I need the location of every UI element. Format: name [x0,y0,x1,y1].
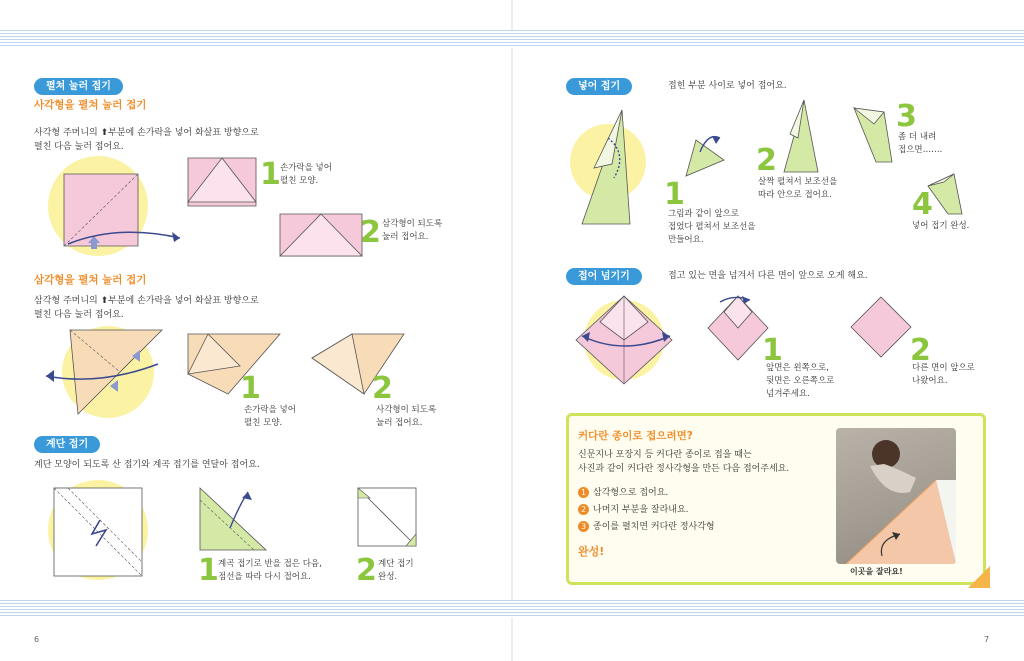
tip-list-text: 종이를 펼치면 커다란 정사각형 [593,522,715,532]
tip-text-line1: 신문지나 포장지 등 커다란 종이로 접을 때는 [578,450,752,460]
reverse-fold-step3-shape [854,106,894,164]
step-text: 펼친 모양. [280,176,319,186]
tip-complete-text: 완성! [578,545,605,558]
page-number-left: 6 [34,635,40,644]
square-squash-step1-shape [188,158,256,208]
page-spine [511,0,513,661]
tip-list-number: 3 [578,521,589,532]
step-text: 살짝 펼쳐서 보조선을 [758,177,838,187]
photo-pointer-arrow [870,528,910,558]
tip-list-text: 삼각형으로 접어요. [593,488,669,498]
tip-list-number: 1 [578,487,589,498]
section-pill-inside-reverse-fold: 넣어 접기 [566,78,632,95]
step-text: 완성. [378,572,398,582]
step-text: 그림과 같이 앞으로 [668,209,740,219]
step-text: 접으면……. [898,145,943,155]
tip-list-text: 나머지 부분을 잘라내요. [593,505,689,515]
step-text: 사각형이 되도록 [376,405,437,415]
step-text: 다른 면이 앞으로 [912,363,975,373]
step-text: 좀 더 내려 [898,132,937,142]
arrow-head [46,370,54,382]
step-fold-diagram [44,480,154,580]
step-text: 눌러 접어요. [376,418,423,428]
photo-caption: 이곳을 잘라요! [850,567,903,576]
step-text: 삼각형이 되도록 [382,219,443,229]
step-text: 만들어요. [668,235,704,245]
page-curl-corner [968,566,990,588]
reverse-fold-step4-shape [928,172,968,216]
step-fold-step2-shape [358,488,420,550]
desc-square-line1: 사각형 주머니의 ⬆부분에 손가락을 넣어 화살표 방향으로 [34,128,259,138]
inside-reverse-fold-diagram [568,108,648,226]
fold-over-step2-shape [850,296,912,358]
fold-over-diagram [572,292,676,388]
step-text: 계곡 접기로 반을 접은 다음, [218,559,322,569]
child-body [870,464,916,493]
desc-fold-over: 접고 있는 면을 넘겨서 다른 면이 앞으로 오게 해요. [668,271,868,281]
step-number: 2 [360,215,381,250]
step-text: 손가락을 넣어 [244,405,296,415]
step-fold-step1-shape [200,488,270,554]
step-text: 눌러 접어요. [382,232,429,242]
triangle-squash-step1-shape [188,334,280,394]
fold-over-step1-shape [706,294,770,362]
step-number: 3 [896,99,917,134]
step-number: 1 [198,553,219,588]
square-squash-diagram [48,158,188,258]
top-stripe-band [0,30,1024,48]
step-number: 2 [356,553,377,588]
step-number: 2 [756,143,777,178]
desc-triangle-line1: 삼각형 주머니의 ⬆부분에 손가락을 넣어 화살표 방향으로 [34,296,259,306]
step-text: 계단 접기 [378,559,414,569]
step-text: 넘겨주세요. [766,389,810,399]
section-pill-fold-over: 접어 넘기기 [566,268,642,285]
step-text: 나왔어요. [912,376,948,386]
tip-list-number: 2 [578,504,589,515]
desc-triangle-line2: 펼친 다음 눌러 접어요. [34,310,124,320]
square-squash-step2-shape [280,214,362,258]
step-number: 1 [664,177,685,212]
tip-title: 커다란 종이로 접으려면? [578,430,693,442]
step-number: 1 [240,371,261,406]
step-number: 4 [912,187,933,222]
step-text: 뒷면은 오른쪽으로 [766,376,835,386]
tip-list-item-3 [578,520,715,534]
step-text: 점선을 따라 다시 접어요. [218,572,311,582]
section-pill-spread-squash-fold: 펼쳐 눌러 접기 [34,78,123,95]
step-number: 2 [910,333,931,368]
child-head [872,440,900,468]
desc-inside-reverse-fold: 접힌 부분 사이로 넣어 접어요. [668,81,787,91]
reverse-fold-step1-shape [684,130,730,178]
step-text: 넣어 접기 완성. [912,221,970,231]
step-text: 펼친 모양. [244,418,283,428]
tip-text-line2: 사진과 같이 커다란 정사각형을 만든 다음 접어주세요. [578,464,790,474]
tip-list-item-1 [578,486,668,500]
step-number: 1 [260,157,281,192]
desc-step-fold: 계단 모양이 되도록 산 접기와 계곡 접기를 연달아 접어요. [34,460,260,470]
bottom-stripe-band [0,600,1024,618]
step-text: 따라 안으로 접어요. [758,190,832,200]
subheading-square-squash: 사각형을 펼쳐 눌러 접기 [34,99,147,111]
step-text: 손가락을 넣어 [280,163,332,173]
page-number-right: 7 [984,635,990,644]
triangle-squash-diagram [40,326,180,418]
desc-square-line2: 펼친 다음 눌러 접어요. [34,142,124,152]
step-number: 1 [762,333,783,368]
reverse-fold-step2-shape [784,100,820,174]
finger-arrow-stem [91,242,97,249]
step-text: 앞면은 왼쪽으로, [766,363,829,373]
tip-list-item-2 [578,503,689,517]
section-pill-step-fold: 계단 접기 [34,436,100,453]
step-text: 접었다 펼쳐서 보조선을 [668,222,756,232]
step-number: 2 [372,371,393,406]
subheading-triangle-squash: 삼각형을 펼쳐 눌러 접기 [34,274,147,286]
